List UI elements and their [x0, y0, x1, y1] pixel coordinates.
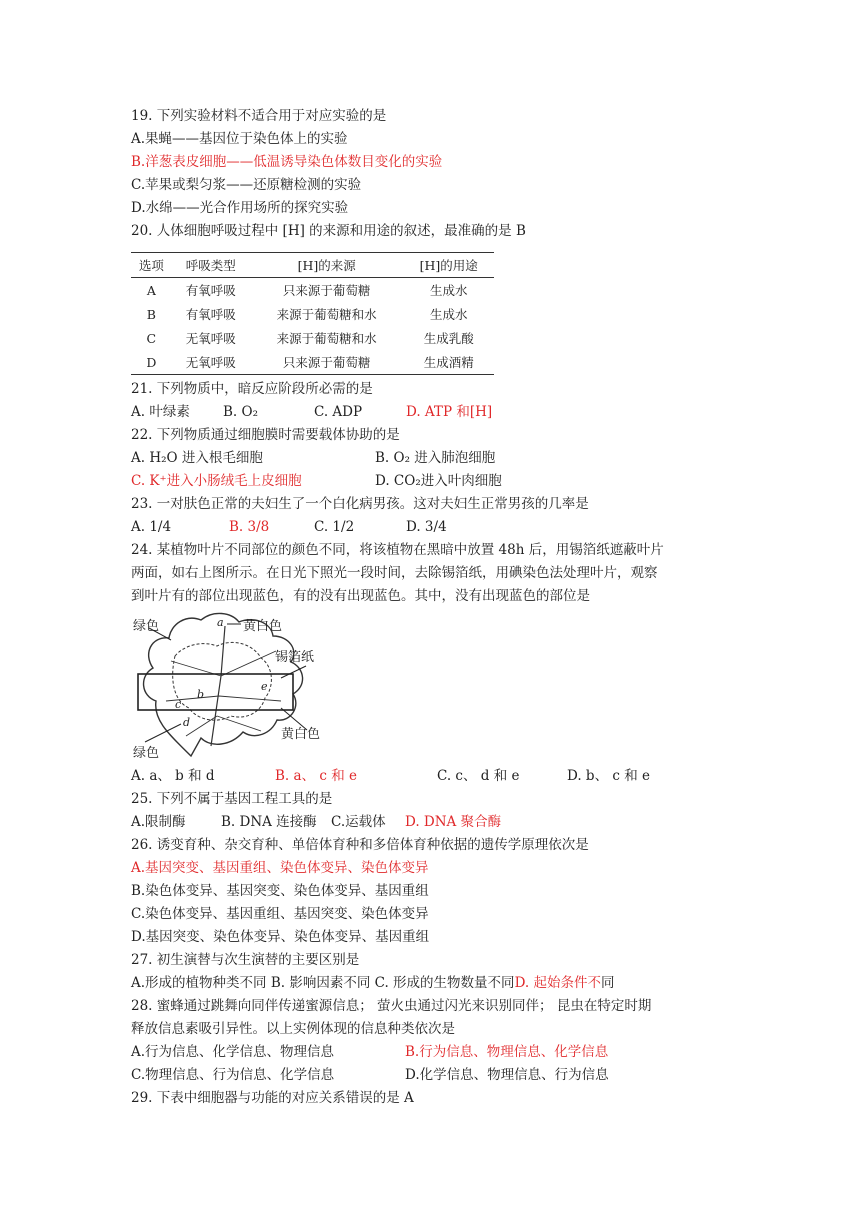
q19-option-c: C.苹果或梨匀浆——还原糖检测的实验 — [131, 177, 362, 193]
table-cell: 有氧呼吸 — [185, 283, 236, 298]
table-cell: 生成水 — [429, 307, 468, 322]
q26-option-d: D.基因突变、染色体变异、染色体变异、基因重组 — [131, 929, 430, 945]
table-cell: B — [146, 306, 156, 322]
q26-option-b: B.染色体变异、基因突变、染色体变异、基因重组 — [131, 883, 429, 899]
q26-stem: 26. 诱变育种、杂交育种、单倍体育种和多倍体育种依据的遗传学原理依次是 — [131, 837, 589, 853]
table-cell: 有氧呼吸 — [185, 307, 236, 322]
q28-options-row1 — [131, 1043, 671, 1061]
q24-option-b-answer: B. a、 c 和 e — [275, 768, 357, 784]
point-a-label: a — [217, 616, 224, 629]
q21-option-a: A. 叶绿素 — [131, 404, 190, 420]
q25-option-a: A.限制酶 — [131, 814, 186, 830]
q28-options-row2 — [131, 1066, 671, 1084]
table-cell: 无氧呼吸 — [185, 331, 236, 346]
q23-options — [131, 518, 631, 536]
q27-stem: 27. 初生演替与次生演替的主要区别是 — [131, 952, 360, 968]
q27-options-abc: A.形成的植物种类不同 B. 影响因素不同 C. 形成的生物数量不同 — [131, 975, 515, 991]
q24-stem-line1: 24. 某植物叶片不同部位的颜色不同，将该植物在黑暗中放置 48h 后，用锡箔纸遮蔽叶片 — [131, 542, 664, 558]
q19-option-a: A.果蝇——基因位于染色体上的实验 — [131, 131, 348, 147]
table-cell: 来源于葡萄糖和水 — [276, 307, 377, 322]
q20-stem: 20. 人体细胞呼吸过程中 [H] 的来源和用途的叙述，最准确的是 B — [131, 223, 526, 239]
q21-stem: 21. 下列物质中，暗反应阶段所必需的是 — [131, 381, 373, 397]
q28-option-b-answer: B.行为信息、物理信息、化学信息 — [405, 1044, 609, 1060]
q22-option-b: B. O₂ 进入肺泡细胞 — [375, 450, 496, 466]
q21-option-c: C. ADP — [314, 404, 363, 420]
table-cell: 生成乳酸 — [423, 331, 474, 346]
q27-option-d-answer: D. 起始条件不 — [514, 975, 601, 991]
q22-options-row1 — [131, 449, 631, 467]
q22-option-a: A. H₂O 进入根毛细胞 — [131, 450, 263, 466]
label-green-bottom: 绿色 — [133, 746, 160, 761]
table-row — [131, 278, 494, 303]
q25-options — [131, 813, 631, 831]
table-cell: 生成水 — [429, 283, 468, 298]
q25-stem: 25. 下列不属于基因工程工具的是 — [131, 791, 333, 807]
q25-option-c: C.运载体 — [331, 814, 386, 830]
table-cell: C — [146, 330, 157, 346]
q22-option-d: D. CO₂进入叶肉细胞 — [375, 473, 502, 489]
label-yellow-white-top: 黄白色 — [243, 619, 283, 634]
respiration-table — [131, 252, 494, 375]
table-row — [131, 350, 494, 375]
q21-option-d-answer: D. ATP 和[H] — [406, 404, 493, 420]
label-green-top: 绿色 — [133, 619, 160, 634]
q22-stem: 22. 下列物质通过细胞膜时需要载体协助的是 — [131, 427, 400, 443]
q25-option-d-answer: D. DNA 聚合酶 — [405, 814, 502, 830]
table-cell: 生成酒精 — [403, 350, 494, 375]
q28-option-c: C.物理信息、行为信息、化学信息 — [131, 1067, 335, 1083]
q28-stem-line2: 释放信息素吸引异性。以上实例体现的信息种类依次是 — [131, 1021, 455, 1037]
q29-stem: 29. 下表中细胞器与功能的对应关系错误的是 A — [131, 1090, 414, 1106]
q22-options-row2 — [131, 472, 631, 490]
table-row — [131, 302, 494, 326]
q28-option-a: A.行为信息、化学信息、物理信息 — [131, 1044, 335, 1060]
q22-option-c-answer: C. K⁺进入小肠绒毛上皮细胞 — [131, 473, 302, 489]
table-header: [H]的来源 — [250, 253, 404, 278]
table-cell: 只来源于葡萄糖 — [282, 283, 371, 298]
point-c-label: c — [175, 698, 182, 711]
table-header: 选项 — [131, 253, 172, 278]
table-cell: D — [131, 350, 172, 375]
q21-options — [131, 403, 631, 421]
table-header: [H]的用途 — [403, 253, 494, 278]
table-cell: 无氧呼吸 — [172, 350, 250, 375]
q23-stem: 23. 一对肤色正常的夫妇生了一个白化病男孩。这对夫妇生正常男孩的几率是 — [131, 496, 589, 512]
q27-options — [131, 974, 615, 992]
q24-option-c: C. c、 d 和 e — [437, 768, 520, 784]
q28-option-d: D.化学信息、物理信息、行为信息 — [405, 1067, 609, 1083]
q24-stem-line3: 到叶片有的部位出现蓝色，有的没有出现蓝色。其中，没有出现蓝色的部位是 — [131, 588, 590, 604]
table-header: 呼吸类型 — [172, 253, 250, 278]
point-d-label: d — [183, 716, 191, 729]
point-e-label: e — [261, 680, 268, 693]
q27-option-d-tail: 同 — [601, 975, 615, 991]
q24-option-d: D. b、 c 和 e — [567, 768, 650, 784]
q23-option-a: A. 1/4 — [131, 519, 172, 535]
q21-option-b: B. O₂ — [223, 404, 258, 420]
table-cell: A — [146, 282, 156, 298]
table-cell: 来源于葡萄糖和水 — [276, 331, 377, 346]
q23-option-c: C. 1/2 — [314, 519, 355, 535]
q19-option-b-answer: B.洋葱表皮细胞——低温诱导染色体数目变化的实验 — [131, 154, 443, 170]
q26-option-c: C.染色体变异、基因重组、基因突变、染色体变异 — [131, 906, 429, 922]
leaf-foil-figure — [131, 606, 336, 761]
q23-option-d: D. 3/4 — [406, 519, 447, 535]
point-b-label: b — [197, 688, 205, 701]
q19-stem: 19. 下列实验材料不适合用于对应实验的是 — [131, 108, 387, 124]
q23-option-b-answer: B. 3/8 — [229, 519, 270, 535]
table-cell: 只来源于葡萄糖 — [250, 350, 404, 375]
q24-option-a: A. a、 b 和 d — [131, 768, 215, 784]
table-header-row — [131, 253, 494, 278]
label-foil: 锡箔纸 — [275, 650, 315, 665]
q28-stem-line1: 28. 蜜蜂通过跳舞向同伴传递蜜源信息； 萤火虫通过闪光来识别同伴； 昆虫在特定时期 — [131, 998, 652, 1014]
table-row — [131, 326, 494, 350]
q19-option-d: D.水绵——光合作用场所的探究实验 — [131, 200, 349, 216]
label-yellow-white-bottom: 黄白色 — [281, 727, 321, 742]
q25-option-b: B. DNA 连接酶 — [221, 814, 317, 830]
q24-options — [131, 767, 691, 785]
q26-option-a-answer: A.基因突变、基因重组、染色体变异、染色体变异 — [131, 860, 429, 876]
q24-stem-line2: 两面，如右上图所示。在日光下照光一段时间，去除锡箔纸，用碘染色法处理叶片，观察 — [131, 565, 658, 581]
